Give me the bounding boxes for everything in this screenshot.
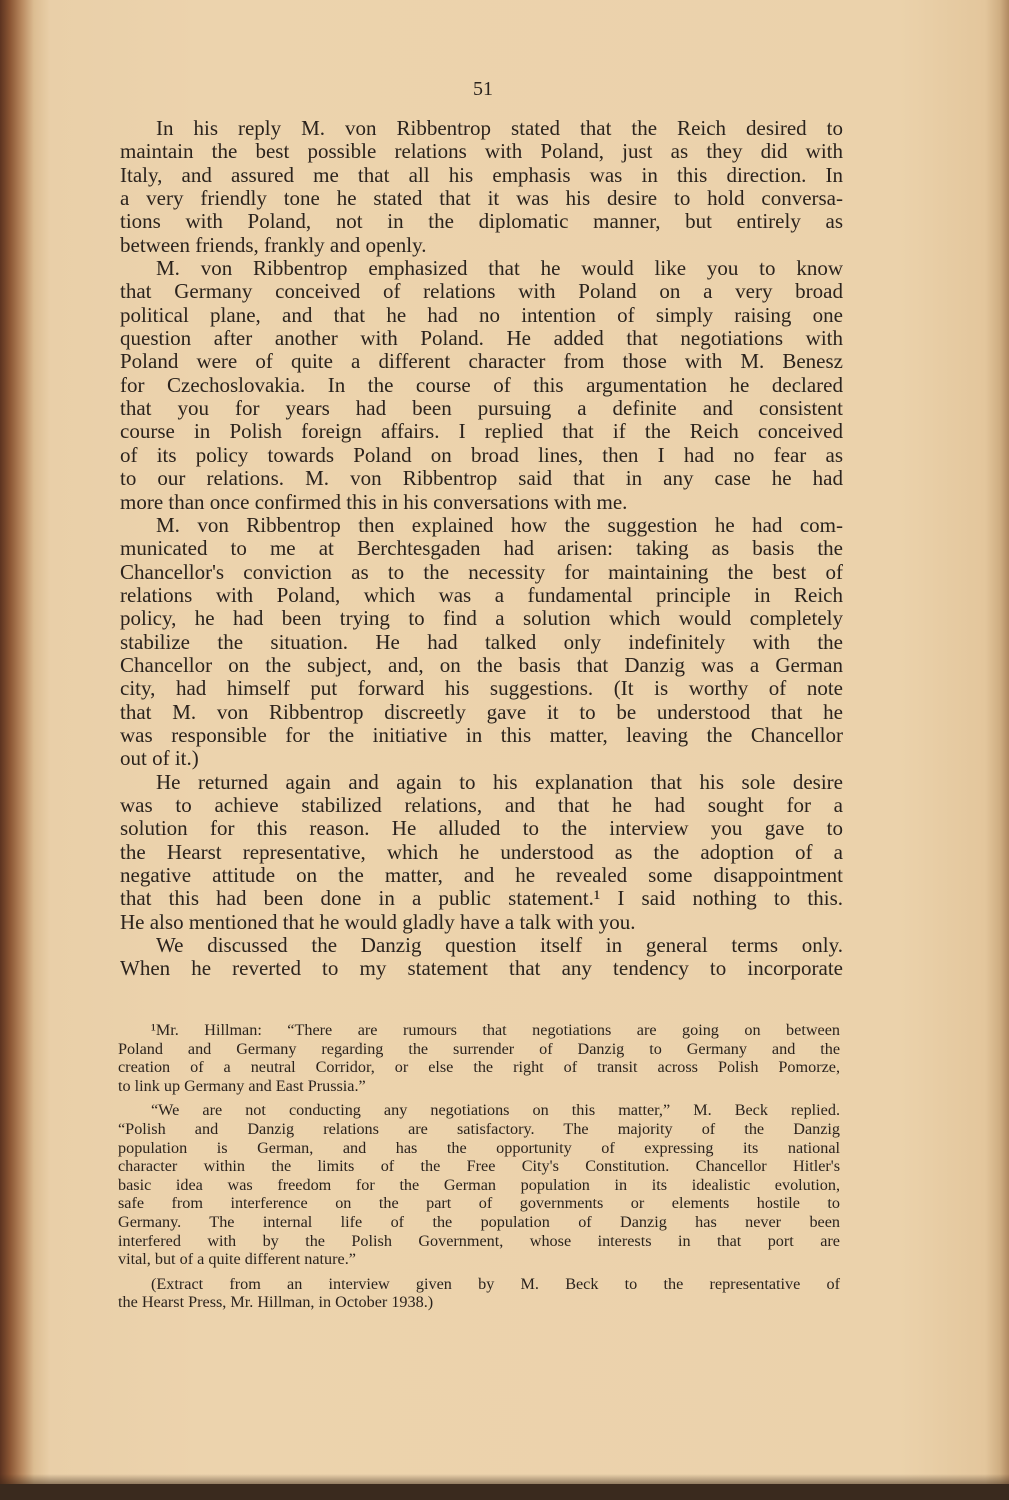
page-number: 51 [473, 78, 493, 100]
body-line: of its policy towards Poland on broad lines, then I had no fear as [120, 442, 843, 467]
footnote-line: “Polish and Danzig relations are satisfactory. The majority of the Danzig [118, 1119, 840, 1138]
body-line: more than once confirmed this in his conversations with me. [120, 489, 628, 514]
footnote-line: “We are not conducting any negotiations on this matter,” M. Beck replied. [151, 1101, 840, 1120]
footnote-paragraph [118, 1101, 840, 1268]
footnote-line: to link up Germany and East Prussia.” [118, 1076, 366, 1095]
body-line: policy, he had been trying to find a solution which would completely [120, 606, 843, 631]
body-paragraph [120, 117, 843, 257]
body-line: that this had been done in a public statement.¹ I said nothing to this. [120, 886, 843, 911]
footnotes [118, 1021, 840, 1318]
footnote-line: the Hearst Press, Mr. Hillman, in October 1938.) [118, 1293, 434, 1312]
body-line: out of it.) [120, 746, 199, 771]
body-line: When he reverted to my statement that any tendency to incorporate [120, 956, 843, 981]
body-line: political plane, and that he had no intention of simply raising one [120, 302, 843, 327]
body-line: He returned again and again to his explanation that his sole desire [156, 769, 843, 794]
body-line: that you for years had been pursuing a definite and consistent [120, 396, 843, 421]
body-line: He also mentioned that he would gladly have a talk with you. [120, 909, 636, 934]
body-line: Chancellor on the subject, and, on the basis that Danzig was a German [120, 652, 843, 677]
body-line: the Hearst representative, which he understood as the adoption of a [120, 839, 843, 864]
footnote-paragraph [118, 1021, 840, 1095]
footnote-line: basic idea was freedom for the German population in its idealistic evolution, [118, 1175, 840, 1194]
footnote-line: safe from interference on the part of governments or elements hostile to [118, 1194, 840, 1213]
footnote-line: interfered with by the Polish Government, whose interests in that port are [118, 1231, 840, 1250]
body-line: In his reply M. von Ribbentrop stated that the Reich desired to [156, 116, 843, 140]
body-line: negative attitude on the matter, and he revealed some disappointment [120, 863, 843, 887]
body-paragraph [120, 934, 843, 981]
body-line: was responsible for the initiative in this matter, leaving the Chancellor [120, 722, 843, 747]
body-line: M. von Ribbentrop then explained how the suggestion he had com- [156, 512, 843, 537]
footnote-line: Germany. The internal life of the population of Danzig has never been [118, 1212, 840, 1231]
body-line: to our relations. M. von Ribbentrop said that in any case he had [120, 466, 843, 491]
body-line: Italy, and assured me that all his emphasis was in this direction. In [120, 162, 843, 187]
body-line: Chancellor's conviction as to the necessity for maintaining the best of [120, 559, 843, 584]
body-line: Poland were of quite a different character from those with M. Benesz [120, 349, 843, 374]
body-line: a very friendly tone he stated that it was his desire to hold conversa- [120, 186, 843, 211]
footnote-line: creation of a neutral Corridor, or else the right of transit across Polish Pomorze, [118, 1058, 840, 1077]
body-line: M. von Ribbentrop emphasized that he would like you to know [156, 256, 843, 281]
footnote-line: character within the limits of the Free City's Constitution. Chancellor Hitler's [118, 1157, 840, 1176]
body-line: We discussed the Danzig question itself in general terms only. [156, 933, 843, 958]
footnote-line: Poland and Germany regarding the surrender of Danzig to Germany and the [118, 1039, 840, 1058]
body-line: course in Polish foreign affairs. I replied that if the Reich conceived [120, 419, 843, 444]
body-paragraph [120, 514, 843, 771]
body-line: question after another with Poland. He added that negotiations with [120, 326, 843, 351]
body-line: relations with Poland, which was a fundamental principle in Reich [120, 582, 843, 607]
body-paragraph [120, 257, 843, 514]
body-paragraph [120, 771, 843, 934]
body-line: city, had himself put forward his suggestions. (It is worthy of note [120, 676, 843, 701]
footnote-line: vital, but of a quite different nature.” [118, 1250, 356, 1269]
footnote-line: (Extract from an interview given by M. Beck to the representative of [151, 1274, 840, 1293]
body-line: solution for this reason. He alluded to the interview you gave to [120, 816, 843, 841]
footnote-paragraph [118, 1275, 840, 1312]
body-line: tions with Poland, not in the diplomatic manner, but entirely as [120, 209, 843, 234]
footnote-line: population is German, and has the opportunity of expressing its national [118, 1138, 840, 1157]
body-line: was to achieve stabilized relations, and that he had sought for a [120, 792, 843, 817]
body-text [120, 117, 843, 981]
body-line: stabilize the situation. He had talked only indefinitely with the [120, 629, 843, 654]
body-line: municated to me at Berchtesgaden had arisen: taking as basis the [120, 536, 843, 561]
body-line: for Czechoslovakia. In the course of this argumentation he declared [120, 372, 843, 397]
body-line: between friends, frankly and openly. [120, 232, 427, 257]
body-line: maintain the best possible relations with Poland, just as they did with [120, 139, 843, 164]
footnote-line: ¹Mr. Hillman: “There are rumours that negotiations are going on between [151, 1021, 840, 1039]
body-line: that M. von Ribbentrop discreetly gave it to be understood that he [120, 699, 843, 724]
body-line: that Germany conceived of relations with Poland on a very broad [120, 279, 843, 304]
